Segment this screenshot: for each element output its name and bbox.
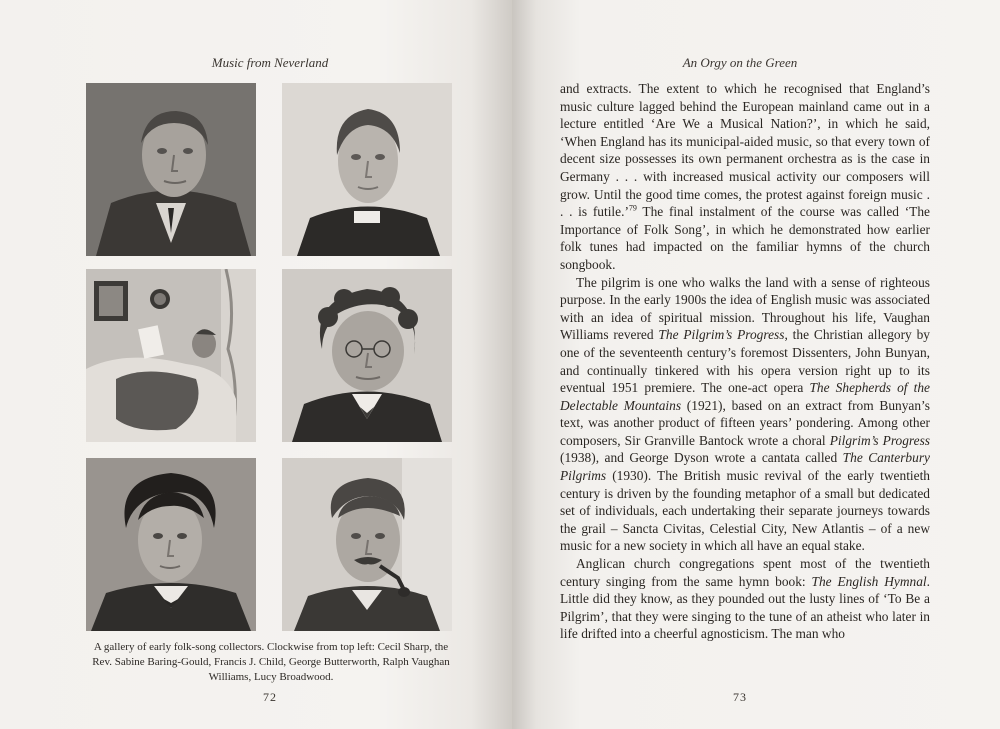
text-run: and extracts. The extent to which he recognised that England’s music culture lagged behind the European mainland came out in a lecture entitled ‘Are We a Musical Nation?’, in which he said, ‘When England has its municipal-aided music, so that every town of decent size possesses its own permanent orchestra as is the case in Germany . . . with increased musical activity our composers will grow. Until the good time comes, the protest against foreign music . . . is futile.’: [560, 81, 930, 220]
text-run: (1938), and George Dyson wrote a cantata called: [560, 450, 843, 466]
photo-lucy-broadwood: [86, 269, 256, 442]
right-page-number: 73: [733, 690, 747, 704]
photo-sabine-baring-gould: [282, 83, 452, 256]
text-run: (1930). The British music revival of the early twentieth century is driven by the founding metaphor of a small but dedicated set of individuals, each undertaking their separate journeys towards the grail – Sancta Civitas, Celestial City, New Atlantis – of a new music for a new society in which all have an equal stake.: [560, 468, 930, 554]
left-page-number: 72: [263, 690, 277, 704]
photo-francis-child: [282, 269, 452, 442]
body-paragraph: [560, 80, 930, 274]
photo-caption: A gallery of early folk-song collectors. Clockwise from top left: Cecil Sharp, the Rev. Sabine Baring-Gould, Francis J. Child, George Butterworth, Ralph Vaughan Williams, Lucy Broadwood.: [92, 641, 450, 683]
italic-title: Pilgrim’s Progress: [829, 432, 930, 448]
italic-title: The Pilgrim’s Progress: [658, 327, 785, 343]
body-paragraph: [560, 274, 930, 556]
text-run: , the Christian allegory by one of the seventeenth century’s foremost Dissenters, John Bunyan, and continually tinkered with his opera version right up to its eventual 1951 premiere. The one-act opera: [560, 327, 930, 396]
text-run: . Little did they know, as they pounded out the lusty lines of ‘To Be a Pilgrim’, that they were singing to the tune of an atheist who later in life drifted into a cheerful agnosticism. The man who: [560, 573, 930, 642]
photo-gallery: [86, 83, 454, 631]
text-run: (1921), based on an extract from Bunyan’s text, was another product of fifteen years’ pondering. Among other composers, Sir Granville Bantock wrote a choral: [560, 397, 930, 448]
italic-title: The Canterbury Pilgrims: [560, 450, 930, 484]
italic-title: The English Hymnal: [811, 573, 927, 589]
body-paragraph: [560, 555, 930, 643]
italic-title: The Shepherds of the Delectable Mountains: [560, 380, 930, 413]
right-running-head: An Orgy on the Green: [682, 55, 798, 70]
left-running-head: Music from Neverland: [211, 55, 329, 70]
footnote-ref: 79: [628, 203, 637, 213]
body-text: [560, 80, 930, 643]
photo-cecil-sharp: [86, 83, 256, 256]
right-page: [512, 0, 1000, 729]
photo-george-butterworth: [282, 458, 452, 631]
text-run: The final instalment of the course was called ‘The Importance of Folk Song’, in which he demonstrated how earlier folk tunes had impacted on the familiar hymns of the church songbook.: [560, 204, 930, 272]
text-run: Anglican church congregations spent most of the twentieth century singing from the same hymn book:: [560, 556, 930, 589]
photo-ralph-vaughan-williams: [86, 458, 256, 631]
text-run: The pilgrim is one who walks the land with a sense of righteous purpose. In the early 1900s the idea of English music was associated with an idea of spiritual mission. Throughout his life, Vaughan Williams revered: [560, 274, 930, 343]
